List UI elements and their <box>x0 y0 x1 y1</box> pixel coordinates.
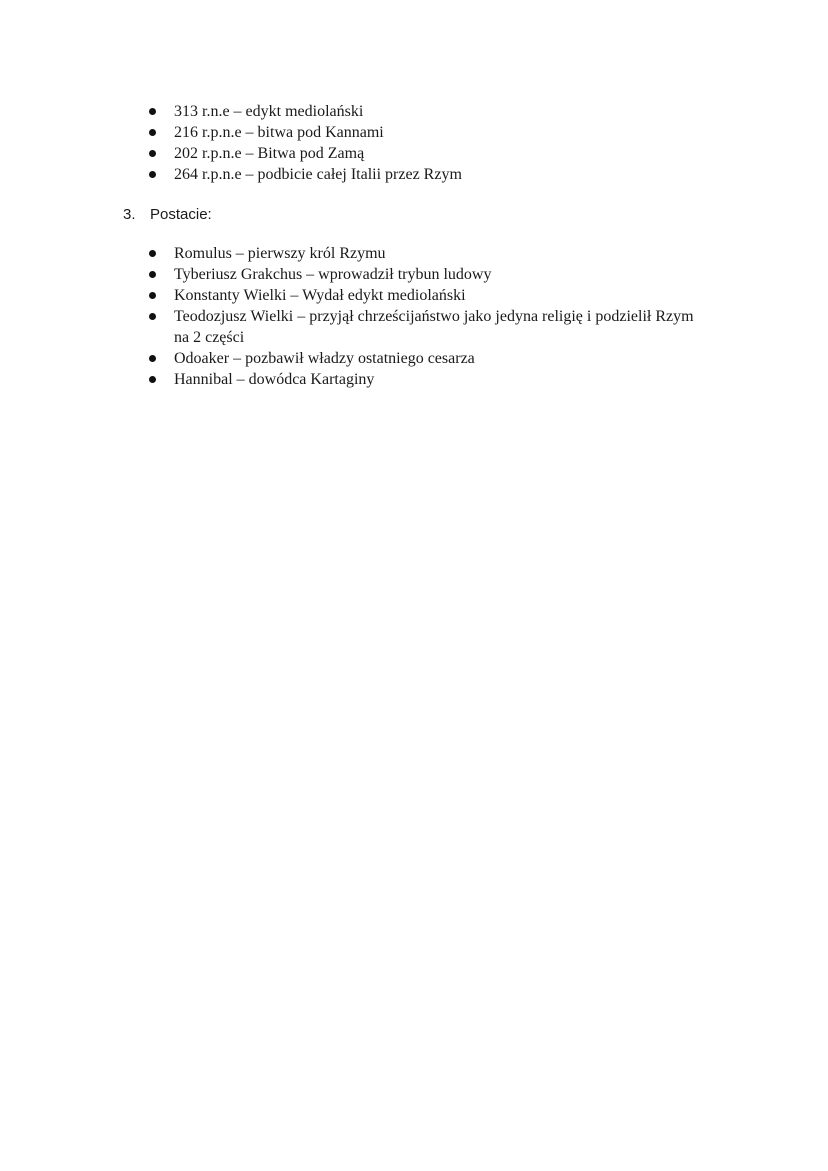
list-item <box>146 243 706 264</box>
bullet-icon <box>149 129 156 136</box>
list-item-text: Romulus – pierwszy król Rzymu <box>174 245 386 262</box>
list-item-text: 264 r.p.n.e – podbicie całej Italii przez Rzym <box>174 166 462 183</box>
bullet-icon <box>149 108 156 115</box>
bullet-icon <box>149 250 156 257</box>
list-item <box>146 122 706 143</box>
list-item <box>146 285 706 306</box>
list-item <box>146 264 706 285</box>
list-item-text: Tyberiusz Grakchus – wprowadził trybun ludowy <box>174 266 492 283</box>
list-item-text: Hannibal – dowódca Kartaginy <box>174 371 375 388</box>
bullet-icon <box>149 376 156 383</box>
bullet-icon <box>149 355 156 362</box>
list-item <box>146 348 706 369</box>
list-item <box>146 369 706 390</box>
figures-bullet-list <box>146 243 706 390</box>
list-item <box>146 143 706 164</box>
bullet-icon <box>149 171 156 178</box>
section-title: Postacie: <box>150 206 212 223</box>
list-item-text: 216 r.p.n.e – bitwa pod Kannami <box>174 124 384 141</box>
list-item-text: 313 r.n.e – edykt mediolański <box>174 103 364 120</box>
list-item-text: Odoaker – pozbawił władzy ostatniego cesarza <box>174 350 475 367</box>
bullet-icon <box>149 271 156 278</box>
list-item <box>146 164 706 185</box>
section-heading-figures <box>123 204 212 225</box>
list-item <box>146 101 706 122</box>
dates-bullet-list <box>146 101 706 185</box>
list-item-text: Konstanty Wielki – Wydał edykt mediolański <box>174 287 466 304</box>
list-item-text: 202 r.p.n.e – Bitwa pod Zamą <box>174 145 365 162</box>
list-item-text: Teodozjusz Wielki – przyjął chrześcijaństwo jako jedyna religię i podzielił Rzym na 2 części <box>174 308 694 346</box>
bullet-icon <box>149 292 156 299</box>
section-number: 3. <box>123 206 136 223</box>
bullet-icon <box>149 313 156 320</box>
bullet-icon <box>149 150 156 157</box>
list-item <box>146 306 706 348</box>
